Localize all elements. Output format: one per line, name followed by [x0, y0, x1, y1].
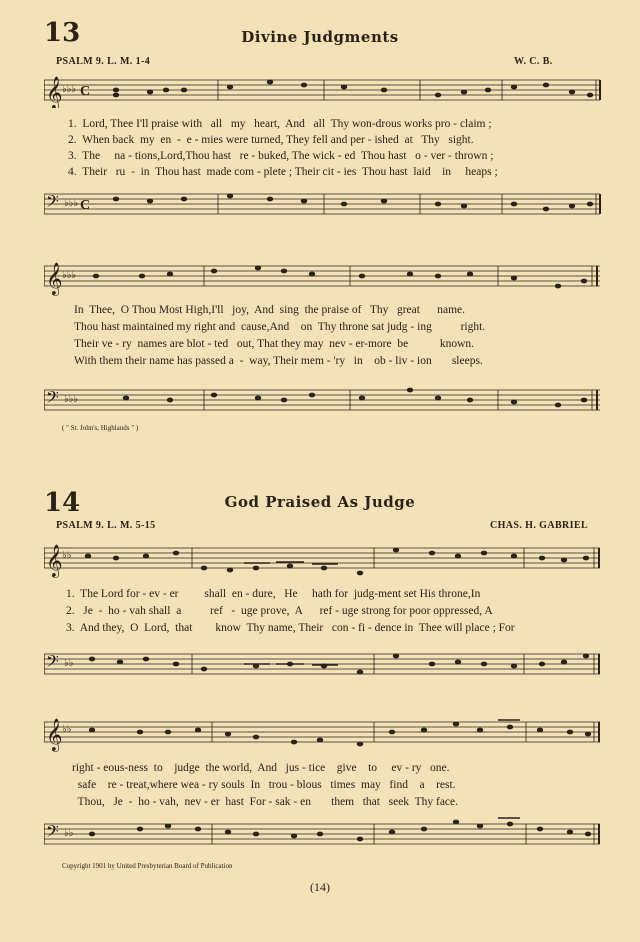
- page-number: (14): [310, 880, 330, 894]
- svg-text:♭♭: ♭♭: [62, 724, 72, 735]
- hymn-author-13: W. C. B.: [514, 56, 553, 67]
- lyric-line: Thou hast maintained my right and cause,And on Thy throne sat judg - ing right.: [74, 321, 486, 333]
- svg-text:𝄢: 𝄢: [46, 653, 59, 675]
- music-staff-14-2-bass: [44, 814, 602, 858]
- music-staff-13-1-bass: [44, 186, 602, 222]
- hymn-meter-14: PSALM 9. L. M. 5-15: [56, 520, 156, 531]
- svg-text:♭♭♭: ♭♭♭: [62, 84, 77, 95]
- music-staff-13-2-treble: [44, 256, 602, 296]
- copyright-notice: Copyright 1901 by United Presbyterian Board of Publication: [62, 862, 233, 870]
- hymn-author-14: CHAS. H. GABRIEL: [490, 520, 589, 531]
- lyric-line: With them their name has passed a - way, Their mem - 'ry in ob - liv - ion sleeps.: [74, 355, 483, 367]
- lyric-line: safe re - treat,where wea - ry souls In trou - blous times may find a rest.: [72, 779, 456, 791]
- music-staff-14-1-treble: [44, 538, 602, 582]
- svg-text:𝄞: 𝄞: [46, 264, 63, 295]
- hymn-meter-13: PSALM 9. L. M. 1-4: [56, 56, 151, 67]
- lyric-line: In Thee, O Thou Most High,I'll joy, And sing the praise of Thy great name.: [74, 304, 465, 316]
- music-staff-13-1-treble: [44, 72, 602, 108]
- lyric-line: 2. When back my en - e - mies were turned, They fell and per - ished at Thy sight.: [68, 134, 474, 146]
- svg-text:♭♭♭: ♭♭♭: [64, 394, 79, 405]
- hymn-number-13: 13: [44, 18, 81, 48]
- svg-text:C: C: [80, 198, 91, 213]
- svg-text:𝄢: 𝄢: [46, 193, 59, 215]
- lyric-line: Thou, Je - ho - vah, nev - er hast For - sak - en them that seek Thy face.: [72, 796, 459, 808]
- lyric-line: right - eous-ness to judge the world, And jus - tice give to ev - ry one.: [72, 762, 450, 774]
- lyric-line: 3. And they, O Lord, that know Thy name, Their con - fi - dence in Thee will place ; For: [66, 622, 515, 634]
- svg-text:𝄞: 𝄞: [46, 720, 63, 751]
- hymn-number-14: 14: [44, 488, 81, 518]
- hymn-title-13: Divine Judgments: [241, 28, 399, 46]
- music-staff-14-2-treble: [44, 712, 602, 756]
- music-staff-14-1-bass: [44, 644, 602, 688]
- lyric-line: 2. Je - ho - vah shall a ref - uge prove, A ref - uge strong for poor oppressed, A: [66, 605, 493, 617]
- lyric-line: 1. Lord, Thee I'll praise with all my heart, And all Thy won-drous works pro - claim ;: [68, 118, 492, 130]
- svg-text:♭♭♭: ♭♭♭: [64, 198, 79, 209]
- hymn-title-14: God Praised As Judge: [224, 493, 416, 511]
- lyric-line: Their ve - ry names are blot - ted out, That they may nev - er-more be known.: [74, 338, 475, 350]
- svg-text:𝄢: 𝄢: [46, 389, 59, 411]
- svg-text:♭♭: ♭♭: [62, 550, 72, 561]
- svg-text:C: C: [80, 84, 91, 99]
- svg-text:♭♭♭: ♭♭♭: [62, 270, 77, 281]
- music-staff-13-2-bass: [44, 380, 602, 420]
- lyric-line: 4. Their ru - in Thou hast made com - plete ; Their cit - ies Thou hast laid in heaps ;: [68, 166, 498, 178]
- svg-text:𝄢: 𝄢: [46, 823, 59, 845]
- lyric-line: 1. The Lord for - ev - er shall en - dure, He hath for judg-ment set His throne,In: [66, 588, 481, 600]
- svg-text:♭♭: ♭♭: [64, 828, 74, 839]
- lyric-line: 3. The na - tions,Lord,Thou hast re - buked, The wick - ed Thou hast o - ver - thrown ;: [68, 150, 494, 162]
- svg-text:𝄞: 𝄞: [46, 76, 63, 108]
- svg-text:♭♭: ♭♭: [64, 658, 74, 669]
- svg-text:𝄞: 𝄞: [46, 546, 63, 577]
- tune-note: ( " St. John's, Highlands " ): [62, 424, 139, 432]
